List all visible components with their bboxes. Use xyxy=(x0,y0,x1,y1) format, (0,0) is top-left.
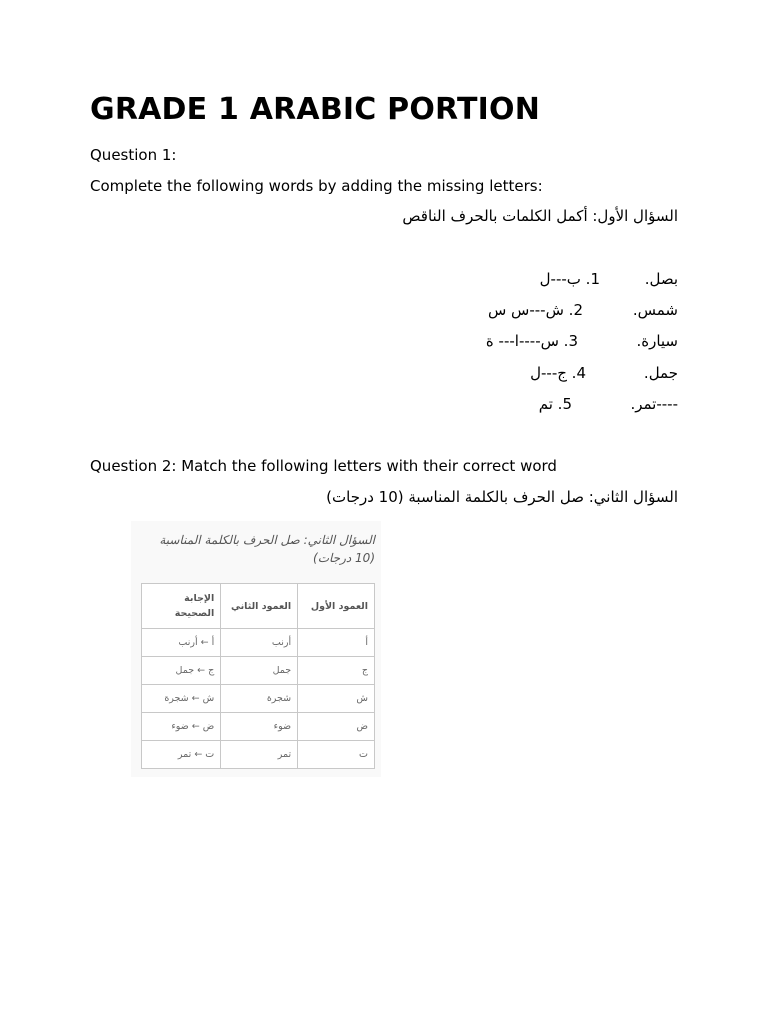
table-cell: أ ← أرنب xyxy=(142,629,221,657)
question-1-instruction-ar: السؤال الأول: أكمل الكلمات بالحرف الناقص xyxy=(402,207,678,225)
question-1-heading: Question 1: xyxy=(90,146,177,164)
table-cell: شجرة xyxy=(221,685,298,713)
q1-word: سيارة. xyxy=(636,332,678,350)
page-title: GRADE 1 ARABIC PORTION xyxy=(90,92,541,127)
q1-word: ----تمر. xyxy=(630,395,678,413)
q1-word: شمس. xyxy=(632,301,678,319)
table-cell: ت ← تمر xyxy=(142,741,221,769)
q1-blank: 1. ب---ل xyxy=(539,270,600,288)
table-cell: ش ← شجرة xyxy=(142,685,221,713)
matching-table xyxy=(141,583,375,769)
table-cell: ض xyxy=(298,713,375,741)
table-cell: تمر xyxy=(221,741,298,769)
table-cell: ج xyxy=(298,657,375,685)
table-header: الإجابة الصحيحة xyxy=(142,584,221,629)
table-row xyxy=(142,741,375,769)
table-cell: ت xyxy=(298,741,375,769)
q1-blank: 2. ش---س س xyxy=(487,301,583,319)
q1-word: جمل. xyxy=(643,364,678,382)
table-header: العمود الأول xyxy=(298,584,375,629)
table-cell: ش xyxy=(298,685,375,713)
q1-blank: 4. ج---ل xyxy=(530,364,586,382)
question-1-instruction-en: Complete the following words by adding the missing letters: xyxy=(90,177,543,195)
table-header: العمود الثاني xyxy=(221,584,298,629)
q1-word: بصل. xyxy=(644,270,678,288)
table-cell: أرنب xyxy=(221,629,298,657)
table-cell: أ xyxy=(298,629,375,657)
table-row xyxy=(142,657,375,685)
table-row xyxy=(142,629,375,657)
question-2-heading-en: Question 2: Match the following letters with their correct word xyxy=(90,457,557,475)
q1-blank: 5. تم xyxy=(538,395,572,413)
matching-table-image xyxy=(131,521,381,777)
q1-blank: 3. س----ا--- ة xyxy=(485,332,578,350)
table-row xyxy=(142,713,375,741)
question-2-heading-ar: السؤال الثاني: صل الحرف بالكلمة المناسبة (10 درجات) xyxy=(326,488,678,506)
table-cell: جمل xyxy=(221,657,298,685)
table-cell: ج ← جمل xyxy=(142,657,221,685)
table-cell: ض ← ضوء xyxy=(142,713,221,741)
image-title: السؤال الثاني: صل الحرف بالكلمة المناسبة (10 درجات) xyxy=(159,533,375,565)
table-cell: ضوء xyxy=(221,713,298,741)
table-row xyxy=(142,685,375,713)
